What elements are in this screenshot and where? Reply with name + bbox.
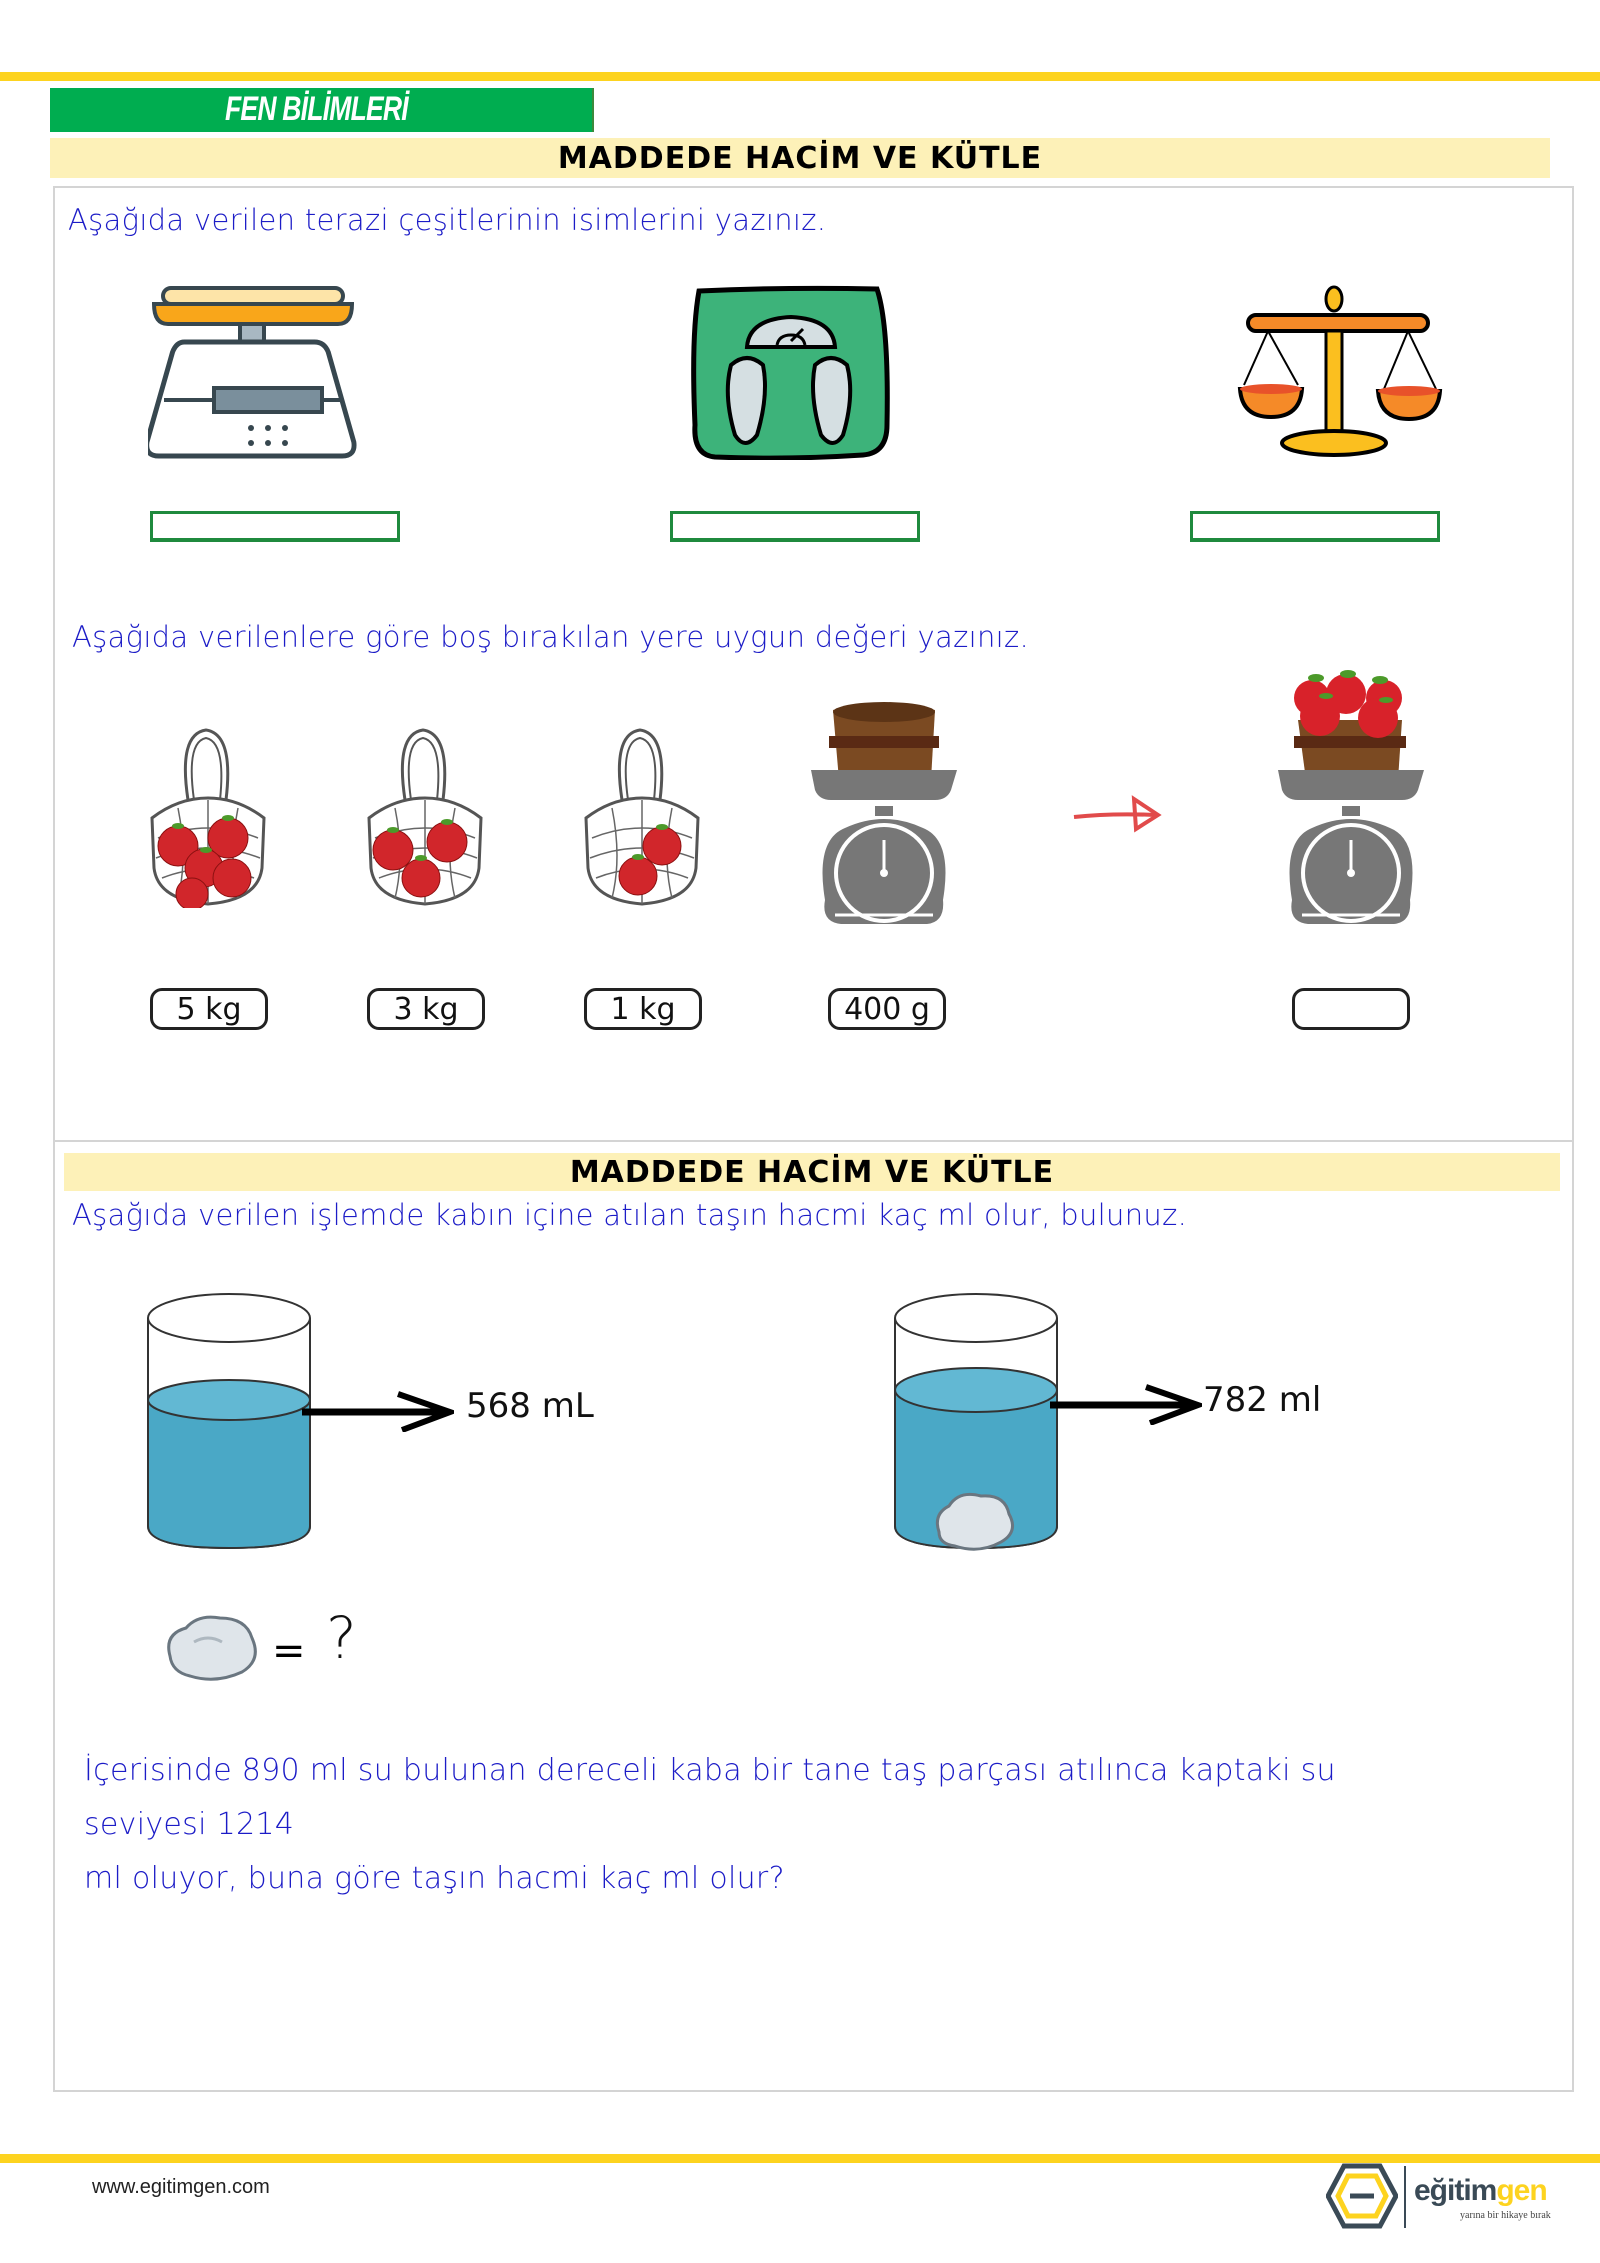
arrow-right-icon: [302, 1390, 454, 1432]
scale-name-answer-3[interactable]: [1190, 511, 1440, 542]
beaker2-volume-label: 782 ml: [1203, 1380, 1322, 1420]
section-title-band: [64, 1153, 1560, 1191]
apple-net-bag-icon: [365, 728, 485, 908]
apple-basket-on-scale-icon: [1262, 668, 1442, 936]
logo-divider: [1404, 2166, 1406, 2228]
brand-name: [1414, 2174, 1547, 2208]
scale-name-answer-2[interactable]: [670, 511, 920, 542]
egitimgen-logo-icon: [1326, 2162, 1398, 2230]
mass-answer-input[interactable]: [1292, 988, 1410, 1030]
mass-label-5kg: 5 kg: [150, 988, 268, 1030]
bathroom-scale-icon: [687, 285, 893, 460]
arrow-right-icon: [1050, 1383, 1202, 1425]
word-problem-line-2: ml oluyor, buna göre taşın hacmi kaç ml olur?: [84, 1861, 785, 1896]
apple-net-bag-icon: [148, 728, 268, 908]
stone-icon: [164, 1612, 260, 1682]
word-problem: [84, 1744, 1464, 1906]
word-problem-line-1: İçerisinde 890 ml su bulunan dereceli kaba bir tane taş parçası atılınca kaptaki su seviyesi 1214: [84, 1753, 1336, 1842]
brand-name-dark: eğitim: [1414, 2174, 1497, 2207]
mass-label-1kg: 1 kg: [584, 988, 702, 1030]
subject-label: FEN BİLİMLERİ: [225, 90, 408, 128]
top-accent-bar: [0, 72, 1600, 81]
footer-url[interactable]: www.egitimgen.com: [92, 2176, 270, 2198]
beaker1-volume-label: 568 mL: [466, 1386, 594, 1426]
page-title: MADDEDE HACİM VE KÜTLE: [557, 140, 1043, 176]
equals-sign: =: [272, 1628, 306, 1674]
balance-scale-icon: [1228, 285, 1448, 460]
worksheet-box-2: [53, 1140, 1574, 2092]
brand-name-yellow: gen: [1496, 2174, 1547, 2207]
scale-name-answer-1[interactable]: [150, 511, 400, 542]
beaker-water-icon: [146, 1290, 316, 1552]
instruction-mass: Aşağıda verilenlere göre boş bırakılan yere uygun değeri yazınız.: [72, 620, 1030, 654]
brand-tagline: yarına bir hikaye bırak: [1460, 2210, 1551, 2221]
instruction-volume: Aşağıda verilen işlemde kabın içine atılan taşın hacmi kaç ml olur, bulunuz.: [72, 1198, 1188, 1232]
mass-label-400g: 400 g: [828, 988, 946, 1030]
unknown-question-mark: ?: [326, 1604, 357, 1672]
subject-band: [50, 88, 594, 132]
mass-label-3kg: 3 kg: [367, 988, 485, 1030]
apple-net-bag-icon: [582, 728, 702, 908]
empty-basket-on-scale-icon: [795, 700, 975, 935]
kitchen-digital-scale-icon: [148, 282, 358, 462]
section-title: MADDEDE HACİM VE KÜTLE: [569, 1154, 1055, 1190]
arrow-right-icon: [1072, 795, 1164, 835]
instruction-scales: Aşağıda verilen terazi çeşitlerinin isimlerini yazınız.: [68, 203, 827, 237]
beaker-with-stone-icon: [893, 1290, 1063, 1558]
title-band: [50, 138, 1550, 178]
